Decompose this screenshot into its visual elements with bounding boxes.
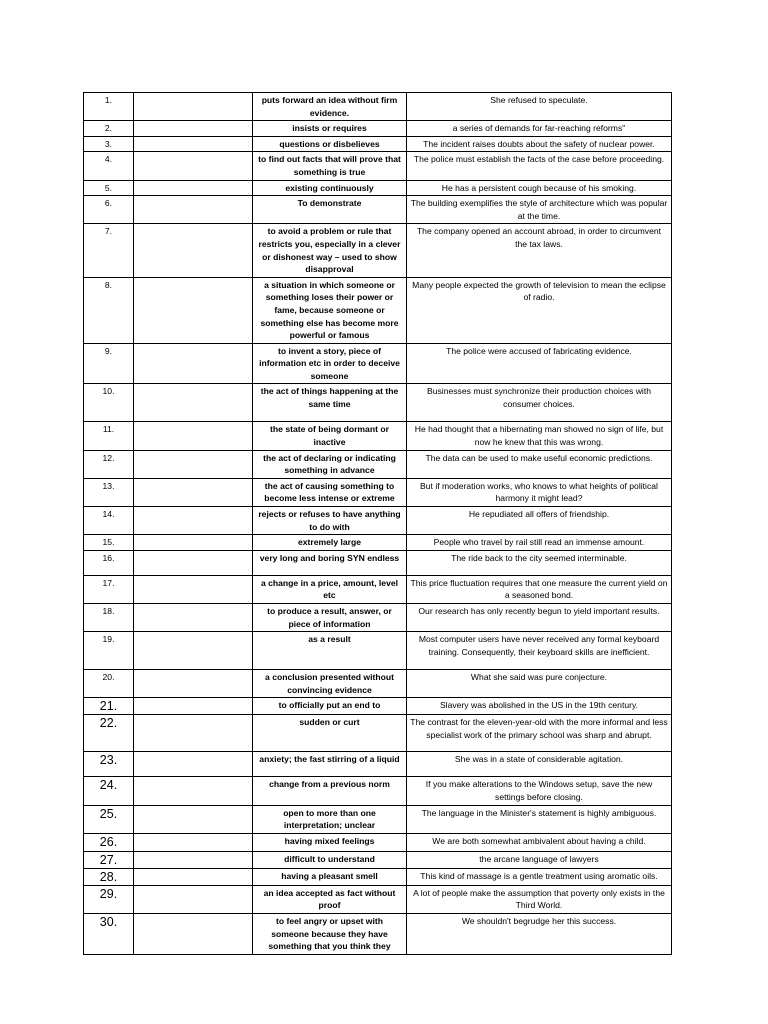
example-sentence-cell: He had thought that a hibernating man showed no sign of life, but now he knew that this was wrong. [407,422,672,450]
row-number: 15. [84,535,134,551]
example-sentence-cell: The language in the Minister's statement is highly ambiguous. [407,805,672,833]
definition-cell: sudden or curt [253,715,407,752]
table-row [84,604,672,632]
table-row [84,180,672,196]
vocabulary-word-cell [134,913,253,954]
example-sentence-cell: If you make alterations to the Windows setup, save the new settings before closing. [407,777,672,805]
table-row [84,422,672,450]
row-number: 3. [84,136,134,152]
vocabulary-word-cell [134,343,253,384]
row-number: 13. [84,478,134,506]
example-sentence-cell: We shouldn't begrudge her this success. [407,913,672,954]
vocabulary-word-cell [134,851,253,868]
example-sentence-cell: She refused to speculate. [407,93,672,121]
row-number: 17. [84,575,134,603]
example-sentence-cell: Most computer users have never received any formal keyboard training. Consequently, their keyboard skills are inefficient. [407,632,672,670]
table-row [84,715,672,752]
vocabulary-word-cell [134,868,253,885]
row-number: 19. [84,632,134,670]
row-number: 25. [84,805,134,833]
row-number: 24. [84,777,134,805]
table-row [84,868,672,885]
table-row [84,93,672,121]
definition-cell: to officially put an end to [253,698,407,715]
vocabulary-table-body [84,93,672,955]
vocabulary-word-cell [134,507,253,535]
vocabulary-word-cell [134,550,253,575]
definition-cell: an idea accepted as fact without proof [253,885,407,913]
definition-cell: rejects or refuses to have anything to do with [253,507,407,535]
example-sentence-cell: Our research has only recently begun to yield important results. [407,604,672,632]
example-sentence-cell: What she said was pure conjecture. [407,670,672,698]
definition-cell: the act of declaring or indicating something in advance [253,450,407,478]
table-row [84,851,672,868]
example-sentence-cell: the arcane language of lawyers [407,851,672,868]
example-sentence-cell: He has a persistent cough because of his smoking. [407,180,672,196]
row-number: 2. [84,121,134,137]
table-row [84,913,672,954]
table-row [84,224,672,277]
vocabulary-word-cell [134,805,253,833]
row-number: 9. [84,343,134,384]
definition-cell: a change in a price, amount, level etc [253,575,407,603]
vocabulary-word-cell [134,136,253,152]
vocabulary-word-cell [134,277,253,343]
row-number: 8. [84,277,134,343]
table-row [84,535,672,551]
example-sentence-cell: Slavery was abolished in the US in the 19th century. [407,698,672,715]
definition-cell: to avoid a problem or rule that restricts you, especially in a clever or dishonest way – used to show disapproval [253,224,407,277]
definition-cell: change from a previous norm [253,777,407,805]
table-row [84,277,672,343]
table-row [84,384,672,422]
table-row [84,575,672,603]
definition-cell: a conclusion presented without convincing evidence [253,670,407,698]
definition-cell: a situation in which someone or something loses their power or fame, because someone or something else has become more powerful or famous [253,277,407,343]
vocabulary-table [83,92,672,955]
example-sentence-cell: But if moderation works, who knows to what heights of political harmony it might lead? [407,478,672,506]
vocabulary-word-cell [134,180,253,196]
example-sentence-cell: This kind of massage is a gentle treatment using aromatic oils. [407,868,672,885]
row-number: 6. [84,196,134,224]
table-row [84,152,672,180]
example-sentence-cell: The building exemplifies the style of architecture which was popular at the time. [407,196,672,224]
row-number: 7. [84,224,134,277]
row-number: 22. [84,715,134,752]
example-sentence-cell: The police must establish the facts of the case before proceeding. [407,152,672,180]
definition-cell: to produce a result, answer, or piece of information [253,604,407,632]
table-row [84,805,672,833]
definition-cell: very long and boring SYN endless [253,550,407,575]
table-row [84,632,672,670]
vocabulary-word-cell [134,450,253,478]
definition-cell: existing continuously [253,180,407,196]
row-number: 5. [84,180,134,196]
definition-cell: having mixed feelings [253,833,407,851]
vocabulary-word-cell [134,93,253,121]
row-number: 23. [84,752,134,777]
vocabulary-word-cell [134,752,253,777]
vocabulary-word-cell [134,777,253,805]
vocabulary-word-cell [134,535,253,551]
definition-cell: to invent a story, piece of information etc in order to deceive someone [253,343,407,384]
table-row [84,550,672,575]
example-sentence-cell: Businesses must synchronize their production choices with consumer choices. [407,384,672,422]
definition-cell: insists or requires [253,121,407,137]
row-number: 18. [84,604,134,632]
definition-cell: as a result [253,632,407,670]
example-sentence-cell: The contrast for the eleven-year-old with the more informal and less specialist work of the primary school was sharp and abrupt. [407,715,672,752]
row-number: 20. [84,670,134,698]
table-row [84,121,672,137]
table-row [84,885,672,913]
vocabulary-word-cell [134,152,253,180]
example-sentence-cell: We are both somewhat ambivalent about having a child. [407,833,672,851]
definition-cell: the state of being dormant or inactive [253,422,407,450]
definition-cell: open to more than one interpretation; unclear [253,805,407,833]
row-number: 14. [84,507,134,535]
vocabulary-word-cell [134,422,253,450]
vocabulary-word-cell [134,575,253,603]
vocabulary-word-cell [134,670,253,698]
example-sentence-cell: The incident raises doubts about the safety of nuclear power. [407,136,672,152]
definition-cell: to find out facts that will prove that something is true [253,152,407,180]
example-sentence-cell: The police were accused of fabricating evidence. [407,343,672,384]
vocabulary-word-cell [134,698,253,715]
table-row [84,777,672,805]
table-row [84,833,672,851]
example-sentence-cell: He repudiated all offers of friendship. [407,507,672,535]
vocabulary-word-cell [134,715,253,752]
vocabulary-word-cell [134,833,253,851]
table-row [84,698,672,715]
row-number: 21. [84,698,134,715]
definition-cell: to feel angry or upset with someone because they have something that you think they [253,913,407,954]
vocabulary-word-cell [134,121,253,137]
definition-cell: anxiety; the fast stirring of a liquid [253,752,407,777]
row-number: 27. [84,851,134,868]
row-number: 26. [84,833,134,851]
row-number: 12. [84,450,134,478]
example-sentence-cell: She was in a state of considerable agitation. [407,752,672,777]
row-number: 16. [84,550,134,575]
table-row [84,752,672,777]
vocabulary-word-cell [134,885,253,913]
vocabulary-word-cell [134,384,253,422]
definition-cell: the act of things happening at the same time [253,384,407,422]
definition-cell: To demonstrate [253,196,407,224]
row-number: 10. [84,384,134,422]
row-number: 30. [84,913,134,954]
table-row [84,670,672,698]
table-row [84,343,672,384]
table-row [84,196,672,224]
definition-cell: puts forward an idea without firm evidence. [253,93,407,121]
vocabulary-word-cell [134,604,253,632]
table-row [84,136,672,152]
row-number: 4. [84,152,134,180]
row-number: 1. [84,93,134,121]
example-sentence-cell: This price fluctuation requires that one measure the current yield on a seasoned bond. [407,575,672,603]
table-row [84,478,672,506]
table-row [84,450,672,478]
row-number: 11. [84,422,134,450]
example-sentence-cell: a series of demands for far-reaching reforms" [407,121,672,137]
definition-cell: having a pleasant smell [253,868,407,885]
definition-cell: difficult to understand [253,851,407,868]
example-sentence-cell: The data can be used to make useful economic predictions. [407,450,672,478]
example-sentence-cell: The company opened an account abroad, in order to circumvent the tax laws. [407,224,672,277]
example-sentence-cell: Many people expected the growth of television to mean the eclipse of radio. [407,277,672,343]
vocabulary-word-cell [134,196,253,224]
table-row [84,507,672,535]
definition-cell: the act of causing something to become less intense or extreme [253,478,407,506]
row-number: 29. [84,885,134,913]
vocabulary-word-cell [134,478,253,506]
definition-cell: extremely large [253,535,407,551]
example-sentence-cell: The ride back to the city seemed interminable. [407,550,672,575]
example-sentence-cell: People who travel by rail still read an immense amount. [407,535,672,551]
row-number: 28. [84,868,134,885]
definition-cell: questions or disbelieves [253,136,407,152]
example-sentence-cell: A lot of people make the assumption that poverty only exists in the Third World. [407,885,672,913]
vocabulary-word-cell [134,632,253,670]
vocabulary-word-cell [134,224,253,277]
